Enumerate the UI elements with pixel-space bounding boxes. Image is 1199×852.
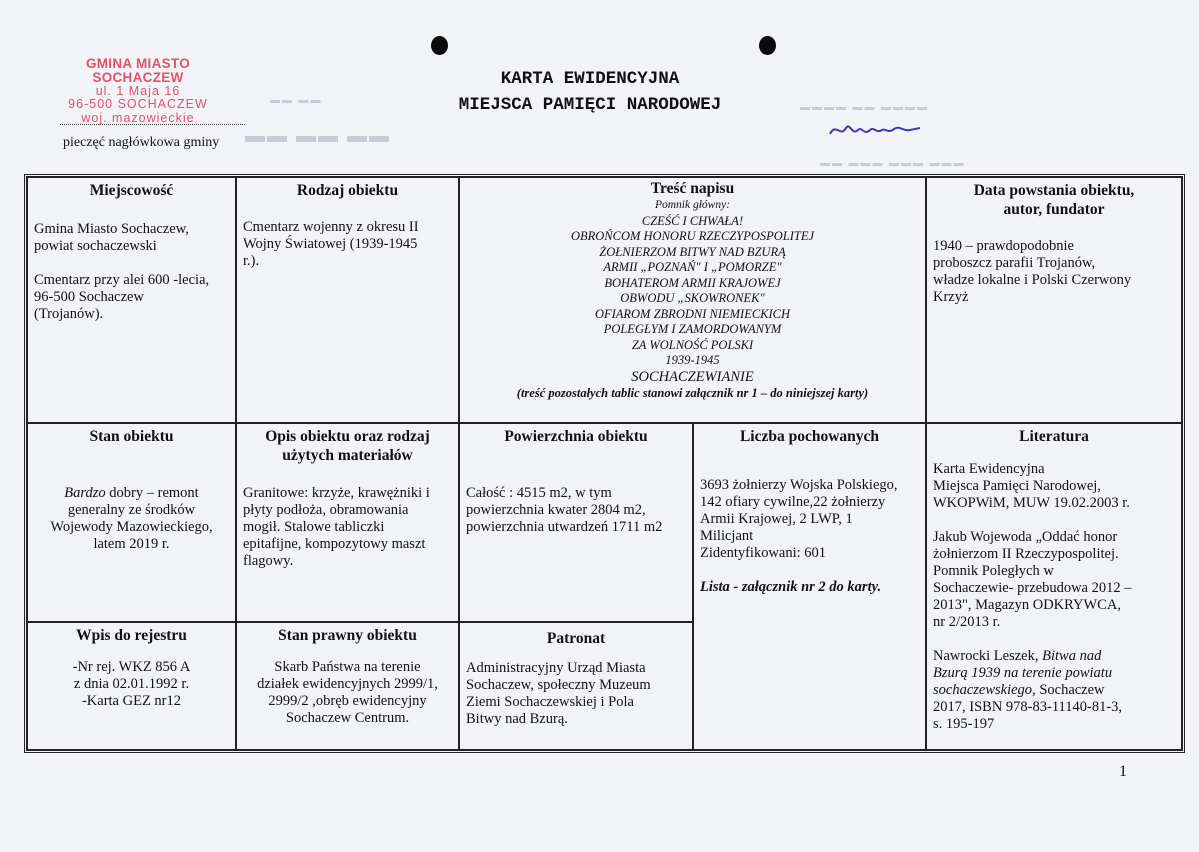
- inscription-line: OBWODU „SKOWRONEK": [620, 291, 765, 305]
- text-line: Całość : 4515 m2, w tym: [466, 485, 612, 501]
- text-line: Karta Ewidencyjna: [933, 461, 1045, 477]
- cell-stan-prawny: [236, 622, 459, 750]
- inscription-line: OFIAROM ZBRODNI NIEMIECKICH: [594, 306, 791, 321]
- header-stan-obiektu: Stan obiektu: [89, 428, 174, 445]
- inscription-line: OBROŃCOM HONORU RZECZYPOSPOLITEJ: [570, 229, 815, 243]
- text-line: r.).: [243, 253, 260, 269]
- cell-patronat: [459, 622, 693, 750]
- text-line: Bitwy nad Bzurą.: [466, 711, 568, 727]
- text-line: Skarb Państwa na terenie: [274, 659, 421, 675]
- text-line: Administracyjny Urząd Miasta: [466, 660, 646, 676]
- text-line: , Sochaczew: [1032, 682, 1105, 698]
- stamp-line: ul. 1 Maja 16: [95, 84, 181, 99]
- cell-literatura: [926, 423, 1182, 750]
- bleed-through-mark: ▬▬ ▬▬▬ ▬▬▬ ▬▬▬: [820, 158, 966, 169]
- text-line: -Karta GEZ nr12: [81, 693, 182, 709]
- text-line: Wojny Światowej (1939-1945: [243, 236, 418, 252]
- cell-wpis-do-rejestru: [27, 622, 236, 750]
- text-line: s. 195-197: [933, 716, 995, 732]
- text-line: władze lokalne i Polski Czerwony: [933, 272, 1132, 288]
- inscription-note: (treść pozostałych tablic stanowi załącznik nr 1 – do niniejszej karty): [516, 385, 869, 400]
- list-attachment-note: Lista - załącznik nr 2 do karty.: [700, 579, 882, 595]
- text-line: Pomnik Poległych w: [933, 563, 1054, 579]
- stamp-line: 96-500 SOCHACZEW: [68, 97, 208, 112]
- text-italic: sochaczewskiego: [933, 682, 1033, 698]
- text-line: Milicjant: [700, 528, 754, 544]
- punch-hole-right: [759, 36, 776, 55]
- text-line: WKOPWiM, MUW 19.02.2003 r.: [933, 495, 1130, 511]
- dotted-line: [60, 124, 245, 125]
- inscription-line: ZA WOLNOŚĆ POLSKI: [631, 337, 754, 352]
- text-line: (Trojanów).: [34, 306, 104, 322]
- bleed-through-mark: ▬▬ ▬▬ ▬▬: [245, 125, 391, 147]
- page-number: 1: [1119, 763, 1127, 780]
- text-line: Nawrocki Leszek,: [933, 648, 1043, 664]
- inscription-line: POLEGŁYM I ZAMORDOWANYM: [603, 322, 782, 336]
- cell-powierzchnia: [459, 423, 693, 622]
- header-stamp: [40, 57, 236, 125]
- text-line: Jakub Wojewoda „Oddać honor: [933, 529, 1118, 545]
- title-line-1: KARTA EWIDENCYJNA: [500, 69, 680, 89]
- cell-stan-obiektu: [27, 423, 236, 622]
- inscription-line: 1939-1945: [665, 353, 720, 367]
- stamp-line: woj. mazowieckie: [81, 110, 195, 125]
- text-line: 2013", Magazyn ODKRYWCA,: [933, 597, 1121, 613]
- text-line: mogił. Stalowe tabliczki: [243, 519, 385, 535]
- header-liczba-pochowanych: Liczba pochowanych: [739, 428, 880, 445]
- bleed-through-mark: ▬▬ ▬▬: [270, 95, 323, 106]
- text-line: 2017, ISBN 978-83-11140-81-3,: [933, 699, 1123, 715]
- inscription-line: ARMII „POZNAŃ" I „POMORZE": [603, 260, 782, 274]
- text-line: Sochaczew Centrum.: [285, 710, 410, 726]
- text-line: Miejsca Pamięci Narodowej,: [933, 478, 1101, 494]
- inscription-subtitle: Pomnik główny:: [654, 199, 731, 211]
- inscription-line: BOHATEROM ARMII KRAJOWEJ: [604, 275, 781, 290]
- header-opis-obiektu: Opis obiektu oraz rodzaj: [265, 428, 430, 445]
- text-line: proboszcz parafii Trojanów,: [933, 255, 1096, 271]
- text-line: 142 ofiary cywilne,22 żołnierzy: [700, 494, 886, 510]
- text-line: Gmina Miasto Sochaczew,: [34, 221, 189, 237]
- text-italic: Bitwa nad: [1042, 648, 1102, 664]
- text-line: 1940 – prawdopodobnie: [933, 238, 1074, 254]
- cell-opis-obiektu: [236, 423, 459, 622]
- inscription-signature: SOCHACZEWIANIE: [631, 368, 754, 385]
- text-line: Wojewody Mazowieckiego,: [50, 519, 213, 535]
- header-patronat: Patronat: [546, 630, 606, 647]
- header-wpis-do-rejestru: Wpis do rejestru: [76, 627, 187, 644]
- text-line: powierzchnia kwater 2804 m2,: [466, 502, 646, 518]
- page-title: [360, 66, 820, 118]
- text-line: działek ewidencyjnych 2999/1,: [257, 676, 438, 692]
- bleed-through-mark: ▬▬▬▬ ▬▬ ▬▬▬▬: [800, 102, 929, 113]
- text-line: z dnia 02.01.1992 r.: [73, 676, 190, 692]
- text-line: dobry – remont: [105, 485, 199, 501]
- header-rodzaj-obiektu: Rodzaj obiektu: [296, 182, 399, 199]
- text-line: Ziemi Sochaczewskiej i Pola: [466, 694, 634, 710]
- text-line: 96-500 Sochaczew: [34, 289, 144, 305]
- text-line: Sochaczew, społeczny Muzeum: [466, 677, 651, 693]
- text-line: 3693 żołnierzy Wojska Polskiego,: [700, 477, 898, 493]
- text-line: Krzyż: [933, 289, 969, 305]
- text-line: nr 2/2013 r.: [933, 614, 1001, 630]
- text-line: płyty podłoża, obramowania: [243, 502, 409, 518]
- header-stan-prawny: Stan prawny obiektu: [278, 627, 417, 644]
- text-italic: Bzurą 1939 na terenie powiatu: [933, 665, 1113, 681]
- record-table: [24, 174, 1185, 753]
- cell-data-powstania: [926, 177, 1182, 423]
- text-line: powierzchnia utwardzeń 1711 m2: [466, 519, 663, 535]
- text-line: epitafijne, kompozytowy maszt: [243, 536, 426, 552]
- text-line: powiat sochaczewski: [34, 238, 157, 254]
- text-line: -Nr rej. WKZ 856 A: [72, 659, 191, 675]
- text-line: flagowy.: [243, 553, 294, 569]
- cell-rodzaj-obiektu: [236, 177, 459, 423]
- stamp-caption: pieczęć nagłówkowa gminy: [63, 135, 220, 150]
- inscription-line: ŻOŁNIERZOM BITWY NAD BZURĄ: [599, 244, 786, 259]
- cell-liczba-pochowanych: [693, 423, 926, 750]
- cell-miejscowosc: [27, 177, 236, 423]
- text-line: Granitowe: krzyże, krawężniki i: [243, 485, 430, 501]
- header-powierzchnia: Powierzchnia obiektu: [504, 428, 648, 445]
- inscription-line: CZEŚĆ I CHWAŁA!: [641, 213, 744, 228]
- header-data-powstania: Data powstania obiektu,: [973, 182, 1135, 199]
- header-tresc-napisu: Treść napisu: [650, 180, 735, 197]
- header-data-powstania-2: autor, fundator: [1003, 201, 1105, 218]
- text-line: Cmentarz wojenny z okresu II: [243, 219, 419, 235]
- text-line: Zidentyfikowani: 601: [700, 545, 827, 561]
- stamp-line: GMINA MIASTO SOCHACZEW: [85, 56, 191, 86]
- header-opis-obiektu-2: użytych materiałów: [282, 447, 413, 464]
- header-literatura: Literatura: [1019, 428, 1089, 445]
- text-line: Cmentarz przy alei 600 -lecia,: [34, 272, 210, 288]
- text-line: żołnierzom II Rzeczypospolitej.: [933, 546, 1119, 562]
- text-line: latem 2019 r.: [93, 536, 170, 552]
- text-line: 2999/2 ,obręb ewidencyjny: [268, 693, 427, 709]
- text-line: generalny ze środków: [67, 502, 196, 518]
- signature-icon: [828, 118, 923, 142]
- text-line: Armii Krajowej, 2 LWP, 1: [700, 511, 853, 527]
- text-line: Sochaczewie- przebudowa 2012 –: [933, 580, 1132, 596]
- title-line-2: MIEJSCA PAMIĘCI NARODOWEJ: [458, 95, 722, 115]
- text-italic: Bardzo: [64, 485, 106, 501]
- header-miejscowosc: Miejscowość: [89, 182, 174, 199]
- cell-tresc-napisu: [459, 177, 926, 423]
- punch-hole-left: [431, 36, 448, 55]
